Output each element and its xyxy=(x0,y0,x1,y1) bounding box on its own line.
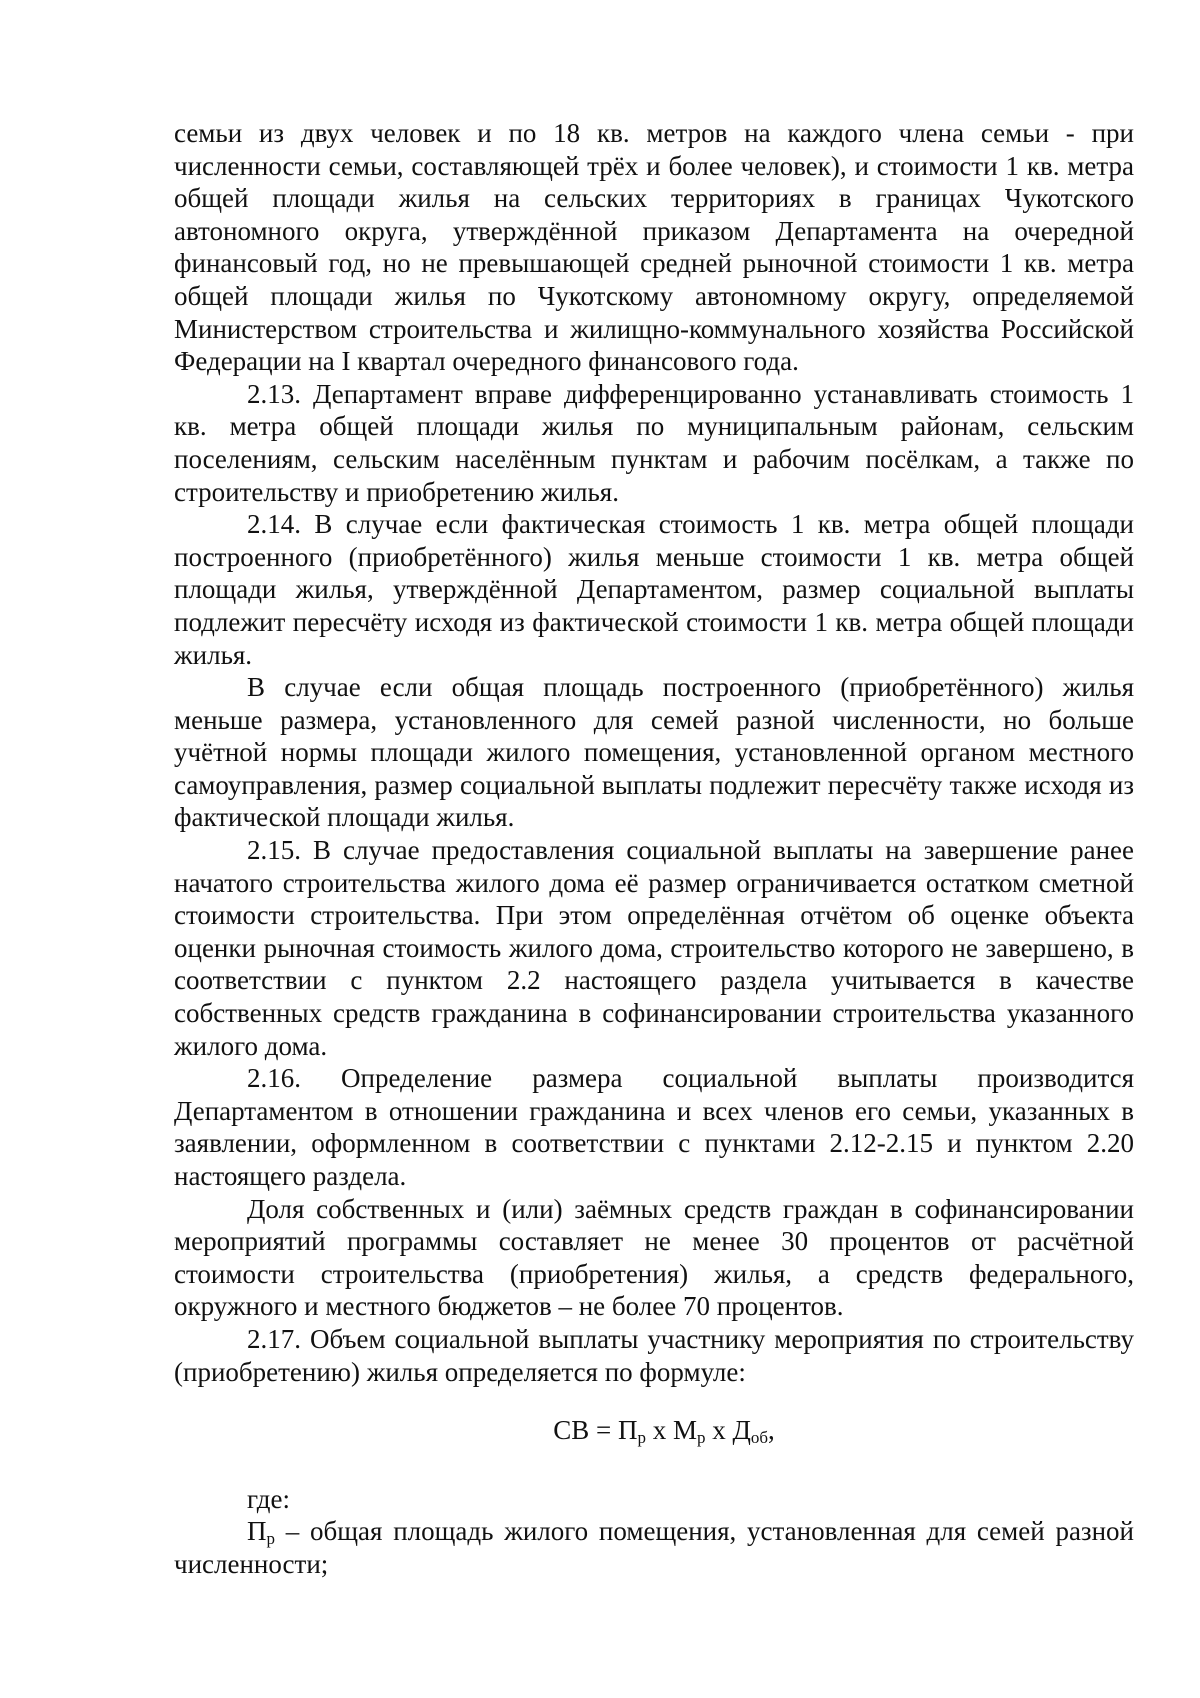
paragraph-2-14-area: В случае если общая площадь построенного (приобретённого) жилья меньше размера, установленного для семей разной численности, но больше учётной нормы площади жилого помещения, установленной органом местного самоуправления, размер социальной выплаты подлежит пересчёту также исходя из фактической площади жилья. xyxy=(174,672,1134,833)
paragraph-2-13: 2.13. Департамент вправе дифференцированно устанавливать стоимость 1 кв. метра общей площади жилья по муниципальным районам, сельским поселениям, сельским населённым пунктам и рабочим посёлкам, а также по строительству и приобретению жилья. xyxy=(174,378,1134,507)
formula-tail: , xyxy=(768,1415,775,1446)
paragraph-2-16: 2.16. Определение размера социальной выплаты производится Департаментом в отношении гражданина и всех членов его семьи, указанных в заявлении, оформленном в соответствии с пунктами 2.12-2.15 и пунктом 2.20 настоящего раздела. xyxy=(174,1063,1134,1191)
definition-area xyxy=(174,1515,1134,1580)
formula-sub-cost: р xyxy=(696,1428,706,1448)
definition-symbol: П xyxy=(247,1516,267,1547)
formula-mid-1: х М xyxy=(645,1415,697,1446)
formula-lhs: СВ = П xyxy=(553,1415,638,1446)
formula-sub-area: р xyxy=(637,1428,646,1448)
definition-symbol-sub: р xyxy=(266,1529,275,1549)
paragraph-2-14: 2.14. В случае если фактическая стоимость 1 кв. метра общей площади построенного (приобретённого) жилья меньше стоимости 1 кв. метра общей площади жилья, утверждённой Департаментом, размер социальной выплаты подлежит пересчёту исходя из фактической стоимости 1 кв. метра общей площади жилья. xyxy=(174,509,1134,670)
formula-mid-2: х Д xyxy=(705,1415,751,1446)
paragraph-2-15: 2.15. В случае предоставления социальной выплаты на завершение ранее начатого строительства жилого дома её размер ограничивается остатком сметной стоимости строительства. При этом определённая отчётом об оценке объекта оценки рыночная стоимость жилого дома, строительство которого не завершено, в соответствии с пунктом 2.2 настоящего раздела учитывается в качестве собственных средств гражданина в софинансировании строительства указанного жилого дома. xyxy=(174,835,1134,1061)
definition-text: – общая площадь жилого помещения, установленная для семей разной численности; xyxy=(174,1516,1134,1579)
formula-sub-share: об xyxy=(750,1428,769,1448)
paragraph-continuation: семьи из двух человек и по 18 кв. метров на каждого члена семьи - при численности семьи, составляющей трёх и более человек), и стоимости 1 кв. метра общей площади жилья на сельских территориях в границах Чукотского автономного округа, утверждённой приказом Департамента на очередной финансовый год, но не превышающей средней рыночной стоимости 1 кв. метра общей площади жилья по Чукотскому автономному округу, определяемой Министерством строительства и жилищно-коммунального хозяйства Российской Федерации на I квартал очередного финансового года. xyxy=(174,118,1134,377)
paragraph-2-17: 2.17. Объем социальной выплаты участнику мероприятия по строительству (приобретению) жилья определяется по формуле: xyxy=(174,1323,1134,1387)
paragraph-cofinancing-share: Доля собственных и (или) заёмных средств граждан в софинансировании мероприятий программы составляет не менее 30 процентов от расчётной стоимости строительства (приобретения) жилья, а средств федерального, окружного и местного бюджетов – не более 70 процентов. xyxy=(174,1193,1134,1322)
payment-formula xyxy=(174,1414,1134,1447)
document-page xyxy=(174,117,1134,1581)
where-label: где: xyxy=(247,1483,290,1514)
